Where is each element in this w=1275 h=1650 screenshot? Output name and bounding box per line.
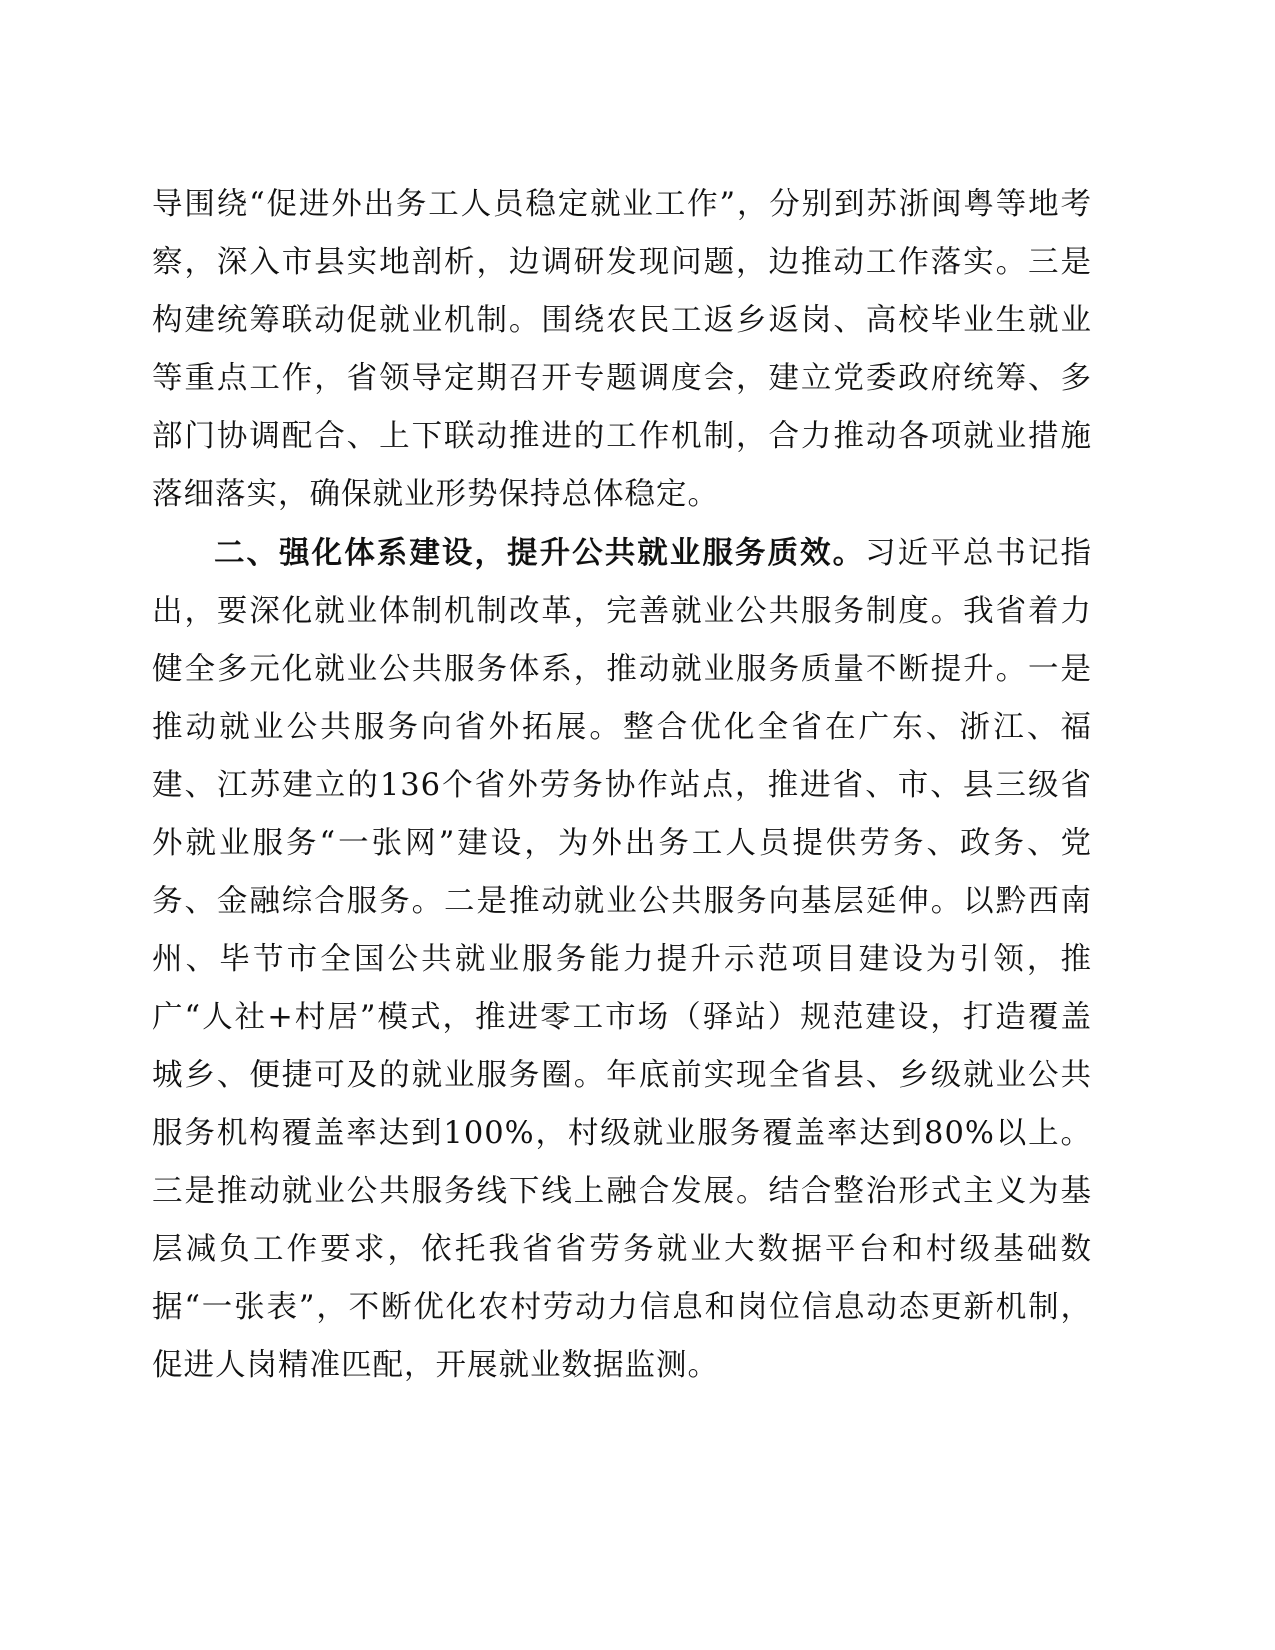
section-two-body: 习近平总书记指出，要深化就业体制机制改革，完善就业公共服务制度。我省着力健全多元化就业公共服务体系，推动就业服务质量不断提升。一是推动就业公共服务向省外拓展。整合优化全省在广东、浙江、福建、江苏建立的136个省外劳务协作站点，推进省、市、县三级省外就业服务“一张网”建设，为外出务工人员提供劳务、政务、党务、金融综合服务。二是推动就业公共服务向基层延伸。以黔西南州、毕节市全国公共就业服务能力提升示范项目建设为引领，推广“人社+村居”模式，推进零工市场（驿站）规范建设，打造覆盖城乡、便捷可及的就业服务圈。年底前实现全省县、乡级就业公共服务机构覆盖率达到100%，村级就业服务覆盖率达到80%以上。三是推动就业公共服务线下线上融合发展。结合整治形式主义为基层减负工作要求，依托我省省劳务就业大数据平台和村级基础数据“一张表”，不断优化农村劳动力信息和岗位信息动态更新机制，促进人岗精准匹配，开展就业数据监测。 bbox=[152, 536, 1093, 1383]
section-two-heading: 二、强化体系建设，提升公共就业服务质效。 bbox=[214, 535, 866, 571]
paragraph-continuation bbox=[152, 176, 1092, 524]
paragraph-1-text: 导围绕“促进外出务工人员稳定就业工作”，分别到苏浙闽粤等地考察，深入市县实地剖析，边调研发现问题，边推动工作落实。三是构建统筹联动促就业机制。围绕农民工返乡返岗、高校毕业生就业等重点工作，省领导定期召开专题调度会，建立党委政府统筹、多部门协调配合、上下联动推进的工作机制，合力推动各项就业措施落细落实，确保就业形势保持总体稳定。 bbox=[152, 187, 1092, 512]
paragraph-section-two bbox=[152, 524, 1092, 1395]
document-body bbox=[152, 176, 1092, 1395]
